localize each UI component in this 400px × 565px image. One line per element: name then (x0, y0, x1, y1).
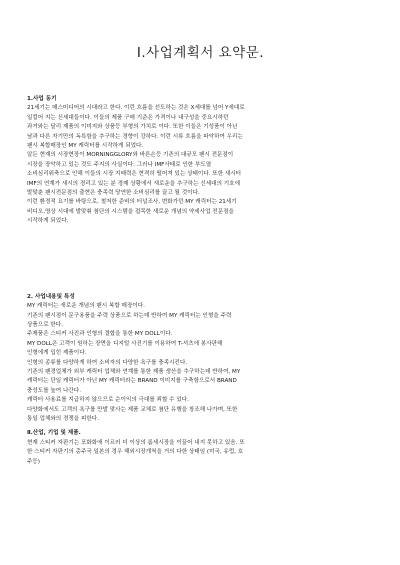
paragraph-line: 팬시 복합매장인 MY 캐릭터를 시작하게 되었다. (27, 143, 144, 150)
document-title: Ⅰ.사업계획서 요약문. (136, 45, 265, 61)
paragraph-line: 주등) (27, 458, 40, 465)
paragraph-line: MY DOLL은 고객이 원하는 장면을 디지털 사진기를 이용하여 T-셔츠에 봉사판해 (27, 340, 223, 347)
paragraph-line: 소비심리위축으로 인해 이들의 시장 지배력은 현격히 떨어져 있는 상태이다. 또한 새시터 (27, 171, 242, 178)
paragraph-line: 시작하게 되었다. (27, 218, 69, 225)
paragraph-line: 시장을 장악하고 있는 것도 주지의 사실이다. 그러나 IMF사태로 인한 부도열 (27, 161, 212, 168)
paragraph-line: IMF의 연계가 새시의 경리고 있는 분 경제 상황에서 새로운을 추구하는 신세대의 기호에 (27, 180, 240, 187)
section-business-content (27, 293, 374, 425)
paragraph-line: 발맞춘 팬시전문점의 출현은 충족력 당연한 소비심리를 끌고 될 것이다. (27, 190, 200, 197)
paragraph-line: 상품으로 한다. (27, 321, 63, 328)
paragraph-line: 과거와는 달리 제품의 이미지와 상품등 부형의 가치로 이다. 또한 이들은 기성품이 아닌 (27, 124, 238, 131)
paragraph-line: 기존의 팬경업체가 외부 캐릭터 업체와 연계를 통한 제품 생산을 추구하는데 반하여, MY (27, 368, 241, 375)
paragraph-line: 현재 스티커 자판기는 포화화에 이르러 더 이상의 롬세시장을 이끌어 내지 못하고 있음. 또 (27, 439, 245, 446)
paragraph-line: 알든 현재의 시장현장이 MORNINGGLORY와 바른손등 기존의 대규모 팬시 전문점이 (27, 152, 234, 159)
paragraph-line: 캐릭터는 단일 캐릭터가 아닌 MY 캐릭터라는 BRAND 이미지를 구축함으로서 BRAND (27, 378, 237, 385)
paragraph-line: 인형에게 입힌 제품이다. (27, 350, 87, 357)
section-industry-company-product (27, 429, 374, 467)
paragraph-line: 캐릭터 사용료를 지급하지 않으므로 순이익의 극대를 꾀할 수 있다. (27, 397, 189, 404)
paragraph-line: 다양화에서도 고객의 욕구를 만발 맞사는 제품 교체로 첨단 유행을 창조해 나가며, 또한 (27, 406, 238, 413)
section-heading: 2. 사업내용및 특성 (27, 293, 75, 300)
paragraph-line: 한 스티커 자판기의 총주국 일본의 경우 해외시장개척을 거의 다한 상태임 (미국, 유럽, 호 (27, 449, 244, 456)
paragraph-line: 비디오,영상 시대에 발맞춰 첨단의 시스템을 접목한 새로운 개념의 약세사업 전문점을 (27, 208, 234, 215)
paragraph-line: 이런 환경적 요기를 바탕으로, 철저한 준비의 터널조사, 변화가던 MY 캐릭터는 21세기 (27, 199, 237, 206)
paragraph-line: 충성도를 높여 나간다. (27, 387, 81, 394)
paragraph-line: 일컬어 지는 신세대들이다. 이들의 제품 구매 기준은 가격이나 내구성을 중요시하던 (27, 114, 229, 121)
paragraph-line: 통일 업체와의 경쟁을 피한다. (27, 415, 99, 422)
paragraph-line: 남과 다른 자기만의 독특함을 추구하는 경향이 강하다. 이런 시류 흐름을 파악하여 우리는 (27, 133, 243, 140)
section-business-motive (27, 95, 374, 227)
section-heading: Ⅱ.산업, 기업 및 제품. (27, 430, 81, 437)
paragraph-line: MY 캐릭터는 새로운 개념의 팬시 복합 매장이다. (27, 303, 145, 310)
section-heading: 1.사업 동기 (27, 96, 57, 102)
paragraph-line: 주제품은 스티커 사진과 인형의 결합을 통한 MY DOLL이다. (27, 331, 173, 338)
paragraph-line: 21세기는 매스미디어의 시대라고 한다. 이런 흐름을 선도하는 것은 X세대를 넘어 Y세대로 (27, 105, 245, 112)
paragraph-line: 기존의 팬시점이 문구용품을 주력 상품으로 하는데 반하여 MY 캐릭터는 인형을 주력 (27, 312, 232, 319)
paragraph-line: 인형의 종류를 다양하게 하여 소비자의 다양한 욕구를 충족시킨다. (27, 359, 188, 366)
